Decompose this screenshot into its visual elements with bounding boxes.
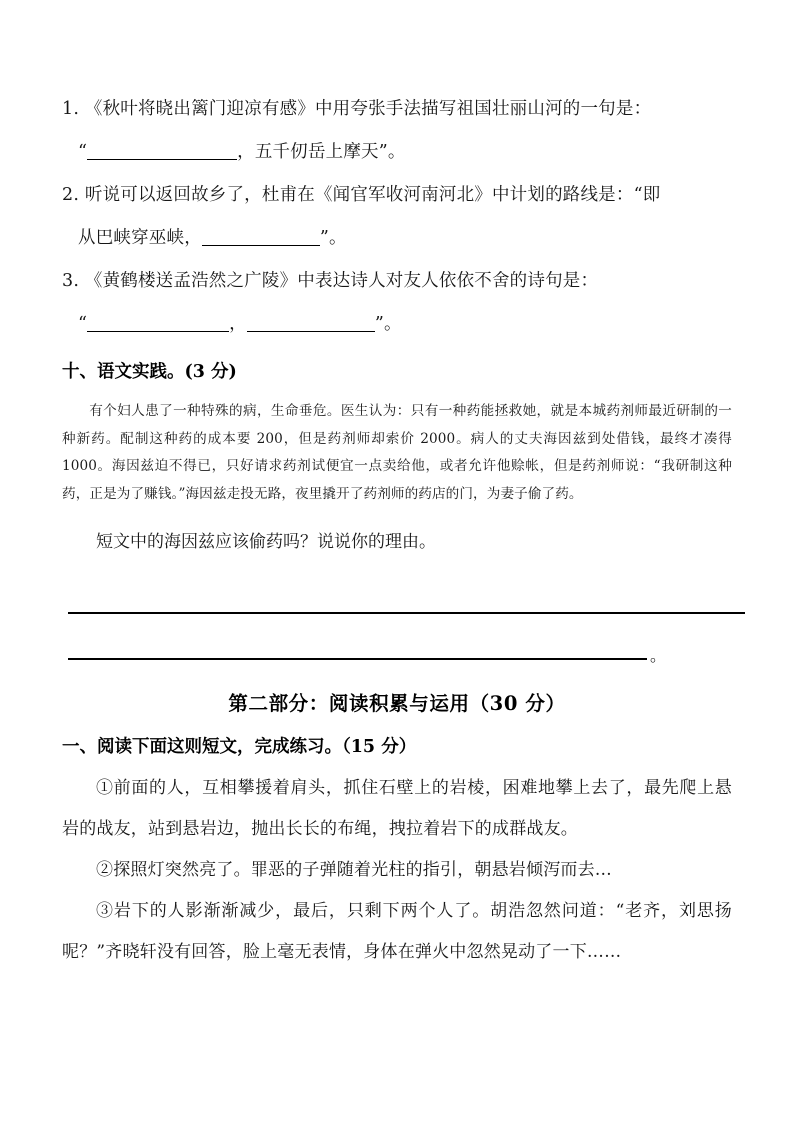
question-1-answer-row xyxy=(62,131,732,174)
answer-line-row-2 xyxy=(62,624,732,670)
practice-question: 短文中的海因兹应该偷药吗？说说你的理由。 xyxy=(96,532,436,552)
question-1-quote-open: “ xyxy=(78,142,88,162)
answer-line-row-1 xyxy=(62,578,732,624)
poetry-fill-section xyxy=(62,88,732,346)
answer-line-2-period: 。 xyxy=(650,646,667,665)
practice-passage-paragraph: 有个妇人患了一种特殊的病，生命垂危。医生认为：只有一种药能拯救她，就是本城药剂师最近研制的一种新药。配制这种药的成本要 200，但是药剂师却索价 2000。病人的丈夫海因兹到处借钱，最终才凑得 1000。海因兹迫不得已，只好请求药剂试便宜一点卖给他，或者允许他赊帐，但是药剂师说：“我研制这种药，正是为了赚钱。”海因兹走投无路，夜里撬开了药剂师的药店的门，为妻子偷了药。 xyxy=(62,403,732,502)
answer-line-2[interactable] xyxy=(68,658,647,660)
practice-section-heading: 十、语文实践。(3 分) xyxy=(62,362,237,382)
question-1-answer-text: ，五千仞岳上摩天 xyxy=(237,142,379,162)
question-1-prompt: 《秋叶将晓出篱门迎凉有感》中用夸张手法描写祖国壮丽山河的一句是： xyxy=(84,99,652,119)
part-two-title: 第二部分：阅读积累与运用（30 分） xyxy=(228,692,566,715)
question-2-answer-text: 从巴峡穿巫峡， xyxy=(78,228,202,248)
question-3-blank-1[interactable] xyxy=(87,331,229,332)
question-1-quote-close: ”。 xyxy=(378,142,406,162)
question-3-prompt: 《黄鹤楼送孟浩然之广陵》中表达诗人对友人依依不舍的诗句是： xyxy=(84,271,599,291)
practice-answer-area xyxy=(62,578,732,670)
part-two-sub-heading: 一、阅读下面这则短文，完成练习。（15 分） xyxy=(62,737,417,757)
question-3-separator: ， xyxy=(229,314,247,334)
question-2-prompt-row xyxy=(62,174,732,217)
question-3-prompt-row xyxy=(62,260,732,303)
question-1-blank[interactable] xyxy=(87,159,237,160)
question-3-number: 3. xyxy=(62,271,80,291)
question-2-blank[interactable] xyxy=(202,245,320,246)
question-2-prompt: 听说可以返回故乡了，杜甫在《闻官军收河南河北》中计划的路线是：“即 xyxy=(84,185,661,205)
question-3-quote-close: ”。 xyxy=(374,314,402,334)
reading-paragraph-3: ③岩下的人影渐渐减少，最后，只剩下两个人了。胡浩忽然问道：“老齐，刘思扬呢？”齐晓轩没有回答，脸上毫无表情，身体在弹火中忽然晃动了一下…… xyxy=(62,901,732,962)
reading-passage xyxy=(62,768,732,973)
question-3-quote-open: “ xyxy=(78,314,88,334)
reading-paragraph-1: ①前面的人，互相攀援着肩头，抓住石壁上的岩棱，困难地攀上去了，最先爬上悬岩的战友，站到悬岩边，抛出长长的布绳，拽拉着岩下的成群战友。 xyxy=(62,778,732,839)
question-2-number: 2. xyxy=(62,185,80,205)
reading-paragraph-2: ②探照灯突然亮了。罪恶的子弹随着光柱的指引，朝悬岩倾泻而去… xyxy=(96,860,612,880)
question-3-blank-2[interactable] xyxy=(247,331,375,332)
page-content xyxy=(62,88,732,973)
question-3-answer-row xyxy=(62,303,732,346)
question-2-quote-close: ”。 xyxy=(319,228,347,248)
question-1-prompt-row xyxy=(62,88,732,131)
question-1-number: 1. xyxy=(62,99,80,119)
answer-line-1[interactable] xyxy=(68,612,745,614)
practice-passage xyxy=(62,398,732,508)
question-2-answer-row xyxy=(62,217,732,260)
